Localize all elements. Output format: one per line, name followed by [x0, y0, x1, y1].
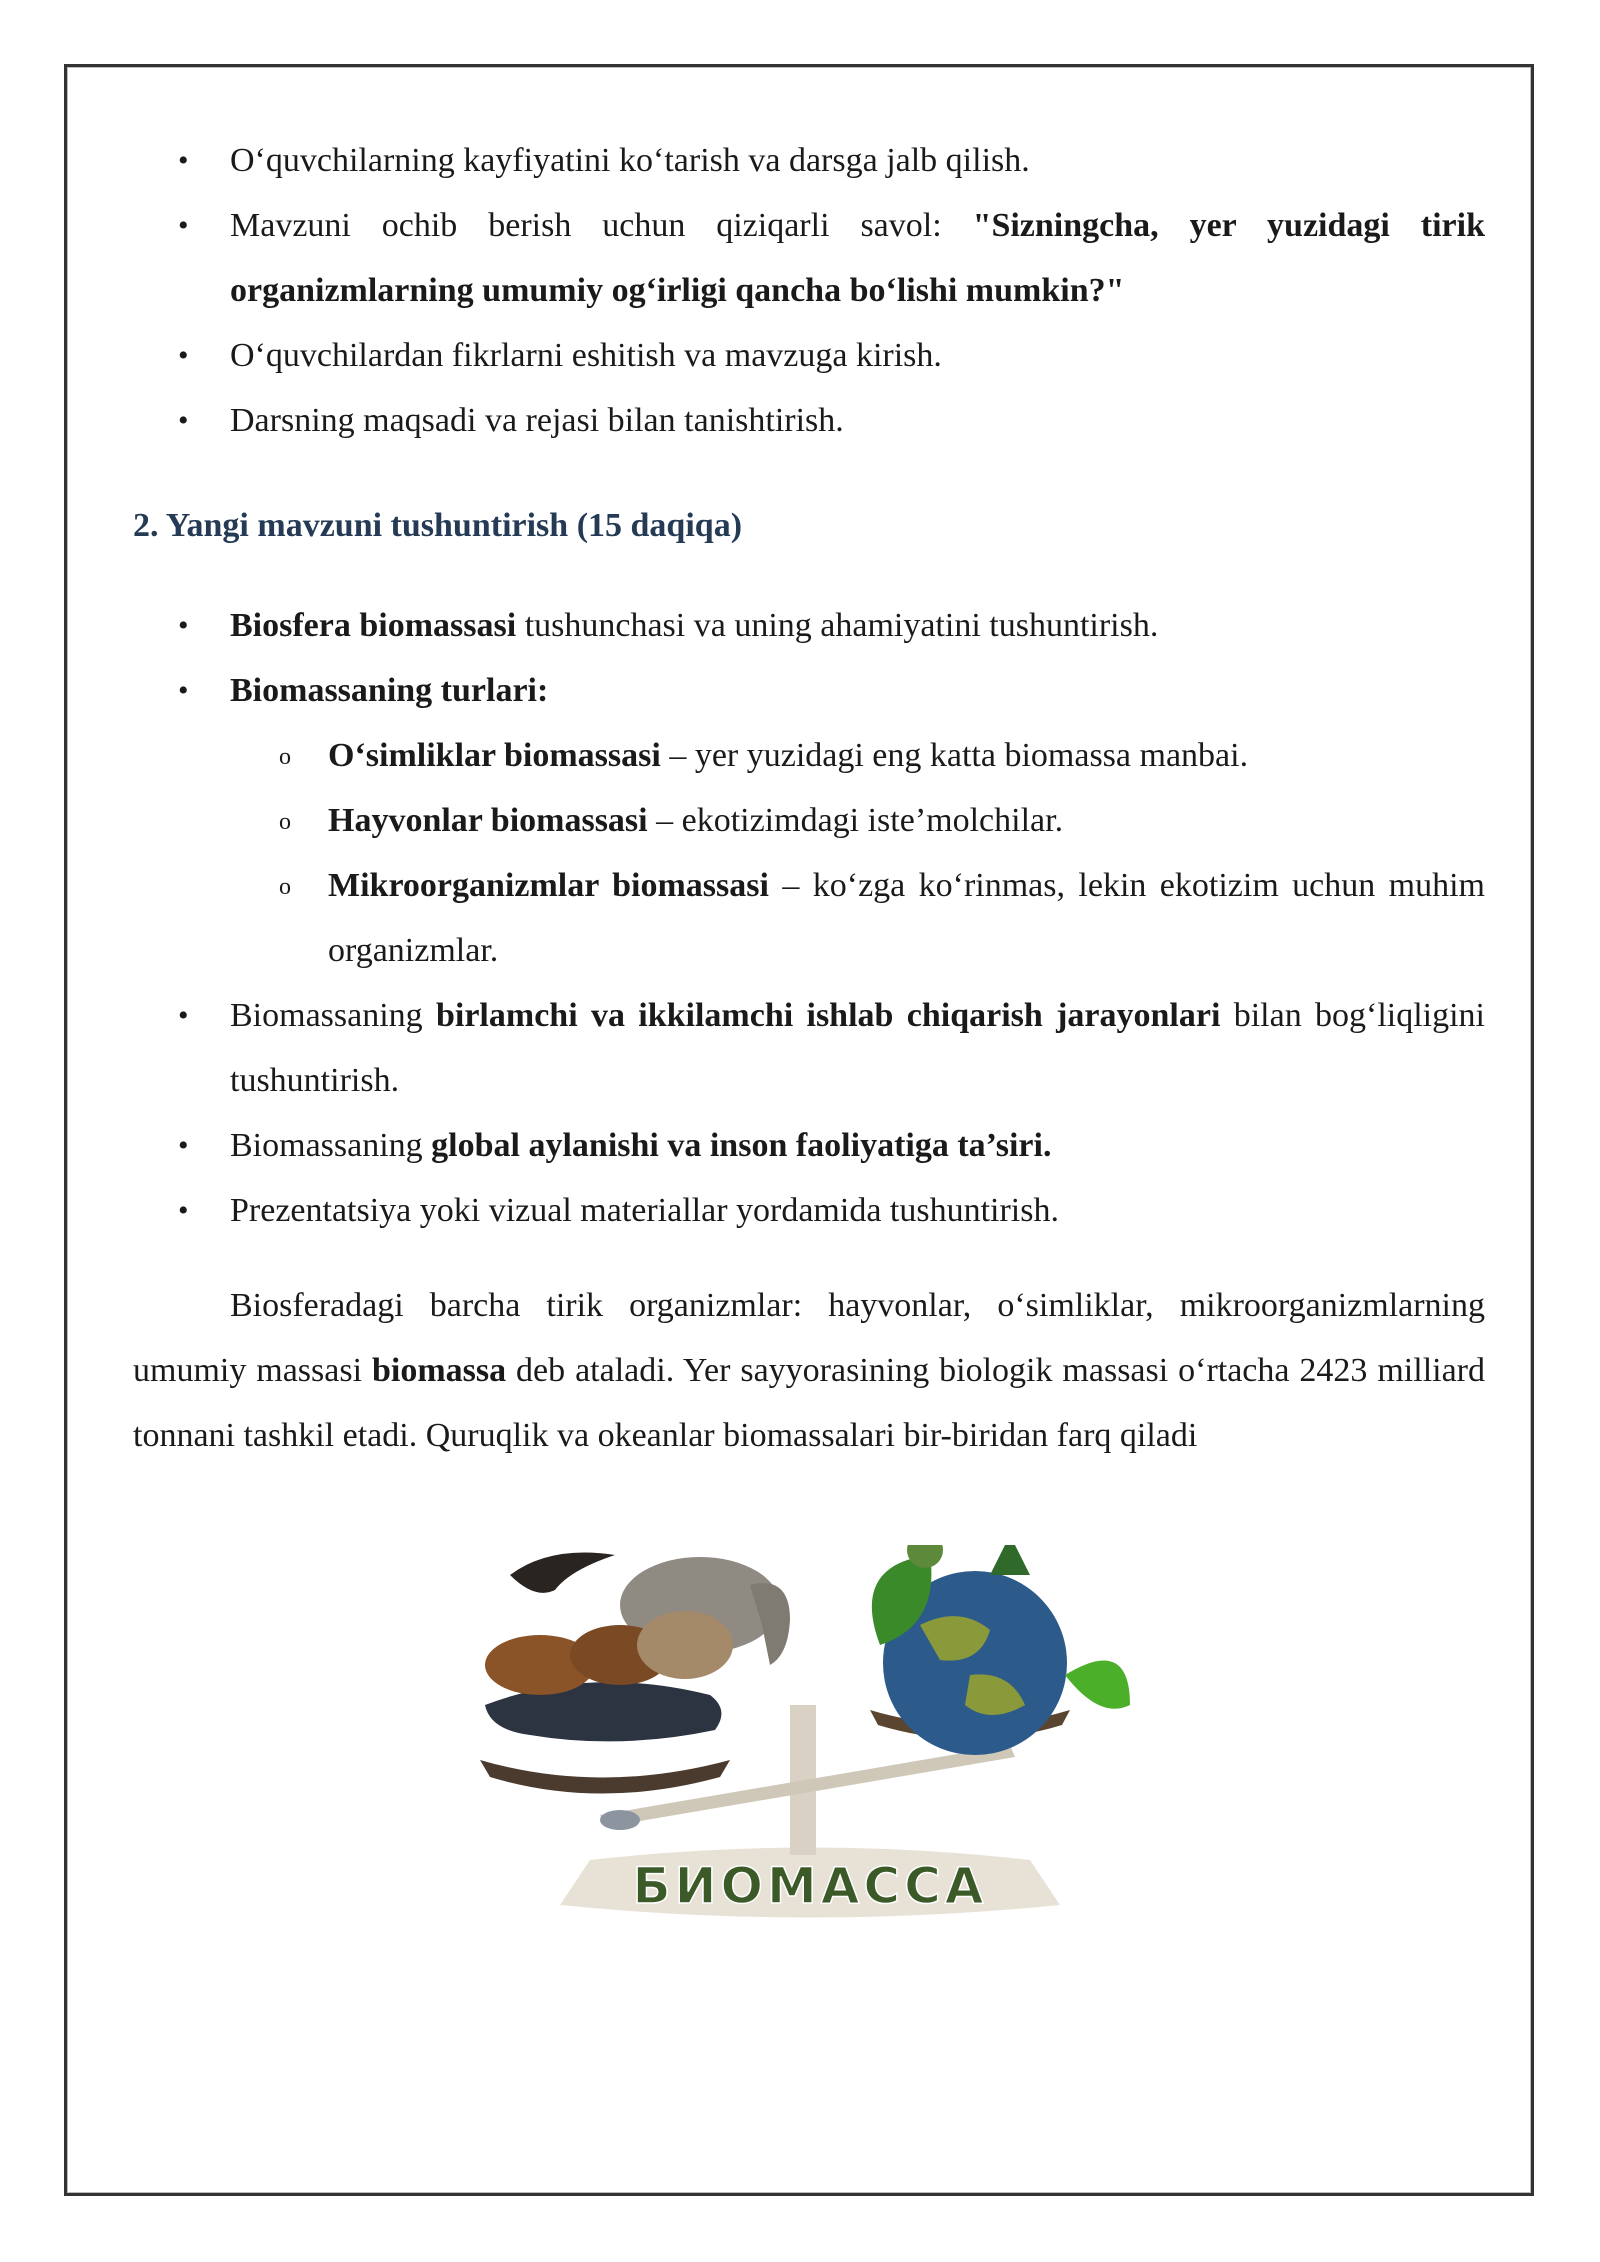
biomass-illustration — [470, 1545, 1150, 1925]
list-item: • Biomassaning birlamchi va ikkilamchi ishlab chiqarish jarayonlari bilan bog‘liqligini tushuntirish. — [133, 983, 1485, 1113]
list-item: • Biomassaning global aylanishi va inson faoliyatiga ta’siri. — [133, 1113, 1485, 1178]
question-text: "Sizningcha, yer yuzidagi tirik organizmlarning umumiy og‘irligi qancha bo‘lishi mumkin?" — [230, 207, 1485, 309]
biomass-caption: БИОМАССА — [632, 1857, 988, 1915]
list-item: • Mavzuni ochib berish uchun qiziqarli savol: "Sizningcha, yer yuzidagi tirik organizmlarning umumiy og‘irligi qancha bo‘lishi mumkin?" — [133, 193, 1485, 323]
tree-icon — [990, 1545, 1030, 1575]
leaf-icon — [1065, 1660, 1130, 1708]
crab-icon — [600, 1810, 640, 1830]
sub-list-item: o Mikroorganizmlar biomassasi – ko‘zga ko‘rinmas, lekin ekotizim uchun muhim organizmlar. — [133, 853, 1485, 983]
biomass-scale-image — [470, 1545, 1150, 1925]
list-item: • Darsning maqsadi va rejasi bilan tanishtirish. — [133, 388, 1485, 453]
intro-bullet-list — [133, 128, 1485, 453]
scale-left-pan — [480, 1760, 730, 1794]
list-item: • Prezentatsiya yoki vizual materiallar yordamida tushuntirish. — [133, 1178, 1485, 1243]
bison-icon — [637, 1611, 733, 1679]
document-body — [133, 128, 1485, 1468]
sub-list-item: o Hayvonlar biomassasi – ekotizimdagi iste’molchilar. — [133, 788, 1485, 853]
sub-list-item: o O‘simliklar biomassasi – yer yuzidagi eng katta biomassa manbai. — [133, 723, 1485, 788]
list-item: • Biomassaning turlari: — [133, 658, 1485, 723]
eagle-icon — [510, 1553, 615, 1593]
main-bullet-list — [133, 593, 1485, 1243]
list-item: • O‘quvchilarning kayfiyatini ko‘tarish va darsga jalb qilish. — [133, 128, 1485, 193]
body-paragraph: Biosferadagi barcha tirik organizmlar: hayvonlar, o‘simliklar, mikroorganizmlarning umumiy massasi biomassa deb ataladi. Yer sayyorasining biologik massasi o‘rtacha 2423 milliard tonnani tashkil etadi. Quruqlik va okeanlar biomassalari bir-biridan farq qiladi — [133, 1287, 1486, 1454]
section-heading: 2. Yangi mavzuni tushuntirish (15 daqiqa) — [133, 507, 743, 544]
list-item: • O‘quvchilardan fikrlarni eshitish va mavzuga kirish. — [133, 323, 1485, 388]
list-item: • Biosfera biomassasi tushunchasi va uning ahamiyatini tushuntirish. — [133, 593, 1485, 658]
